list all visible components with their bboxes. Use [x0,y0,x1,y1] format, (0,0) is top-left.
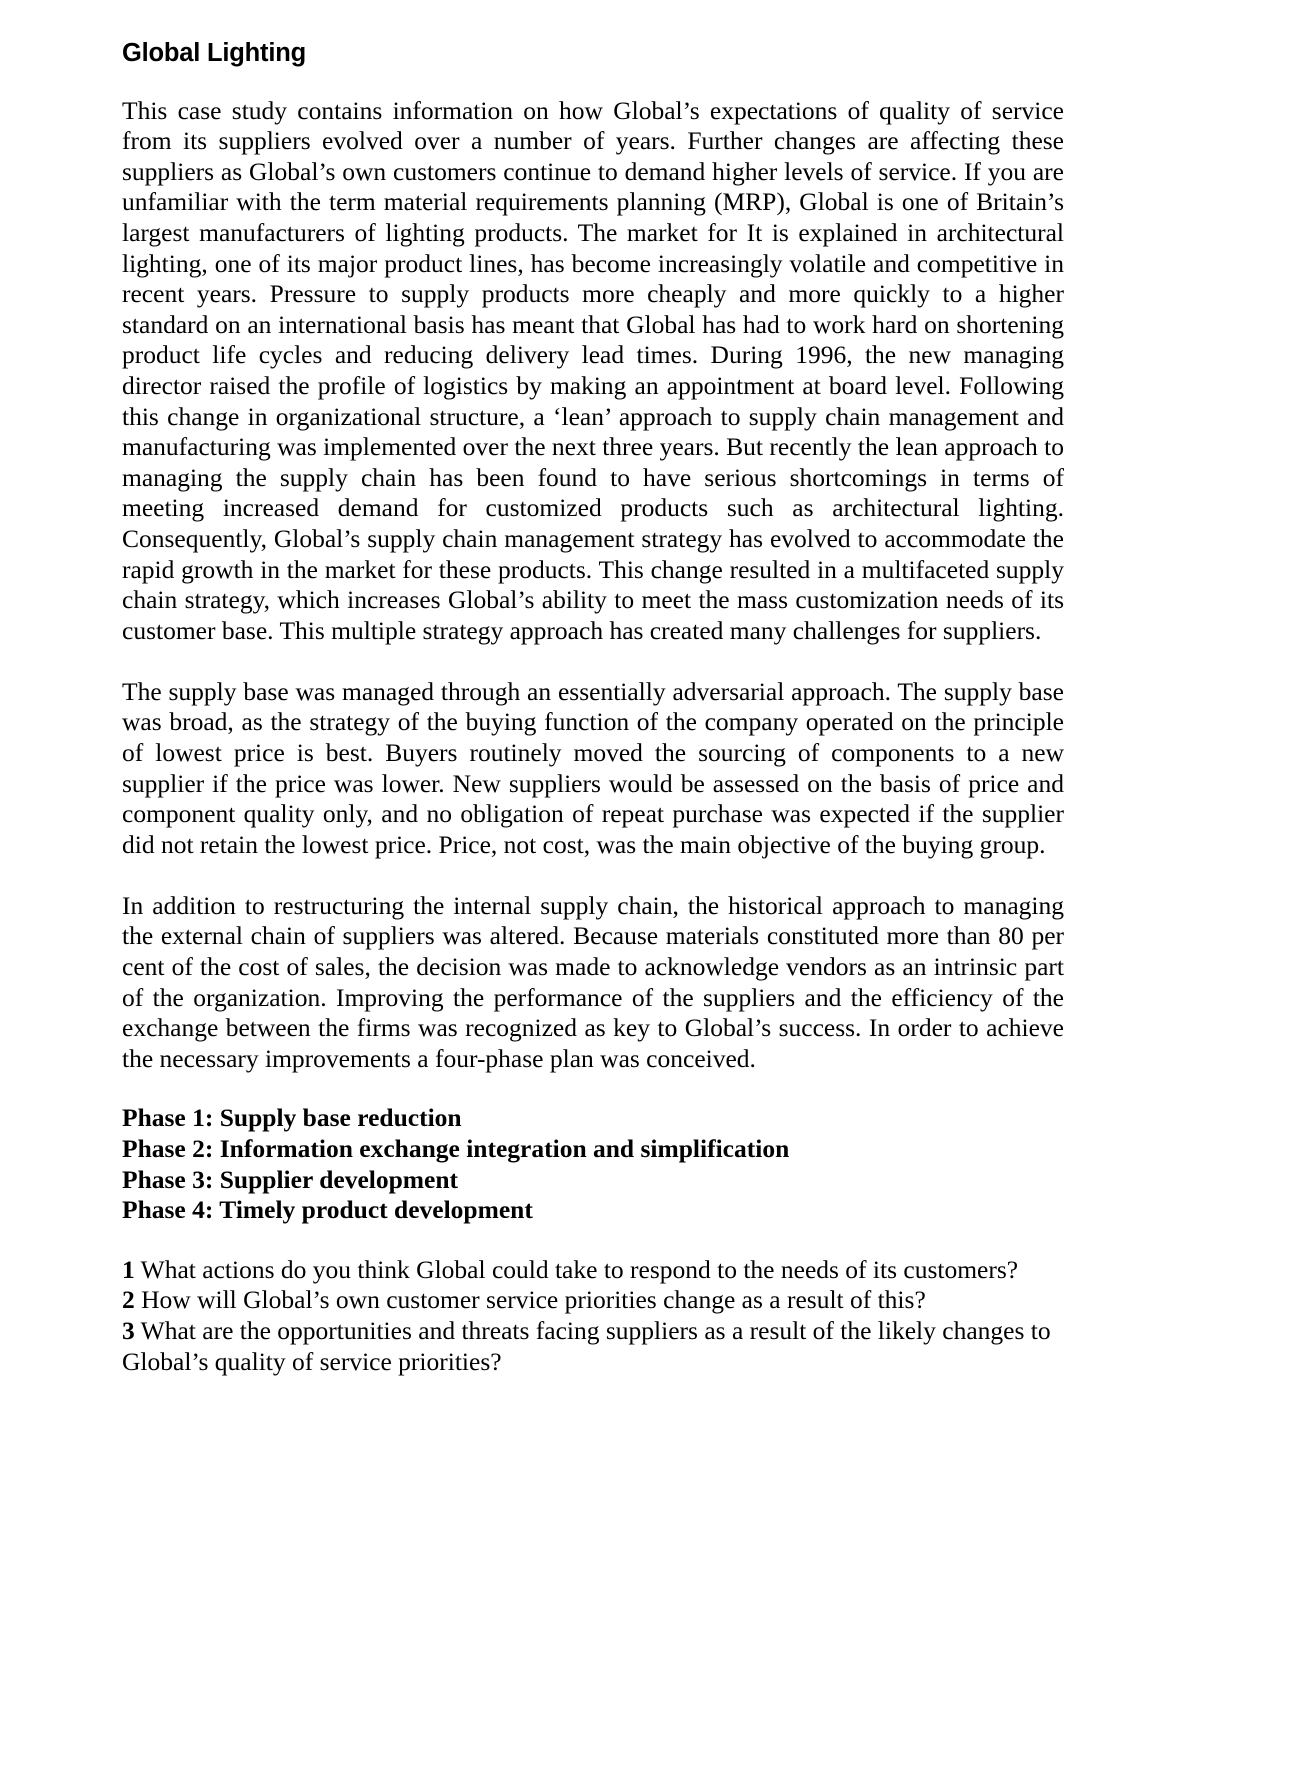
question-text-1: What actions do you think Global could take to respond to the needs of its customers? [140,1254,1019,1284]
question-text-2: How will Global’s own customer service priorities change as a result of this? [141,1285,926,1315]
question-item-3 [122,1316,1064,1377]
document-body [122,96,1064,1075]
phase-item-4: Phase 4: Timely product development [122,1195,533,1225]
phase-item-1: Phase 1: Supply base reduction [122,1103,462,1133]
discussion-questions-list [122,1255,1064,1377]
phase-item-2: Phase 2: Information exchange integration and simplification [122,1134,790,1163]
question-number-3: 3 [122,1315,135,1345]
page-title: Global Lighting [122,39,306,67]
paragraph-supply-base: The supply base was managed through an essentially adversarial approach. The supply base was broad, as the strategy of the buying function of the company operated on the principle of lowest price is best. Buyers routinely moved the sourcing of components to a new supplier if the price was lower. New suppliers would be assessed on the basis of price and component quality only, and no obligation of repeat purchase was expected if the supplier did not retain the lowest price. Price, not cost, was the main objective of the buying group. [122,676,1064,859]
phase-plan-list [122,1103,1064,1225]
phase-item-3: Phase 3: Supplier development [122,1164,459,1194]
question-item-2 [122,1285,1064,1316]
question-text-3: What are the opportunities and threats facing suppliers as a result of the likely changes to Global’s quality of service priorities? [122,1315,1051,1376]
paragraph-intro: This case study contains information on how Global’s expectations of quality of service from its suppliers evolved over a number of years. Further changes are affecting these suppliers as Global’s own customers continue to demand higher levels of service. If you are unfamiliar with the term material requirements planning (MRP), Global is one of Britain’s largest manufacturers of lighting products. The market for It is explained in architectural lighting, one of its major product lines, has become increasingly volatile and competitive in recent years. Pressure to supply products more cheaply and more quickly to a higher standard on an international basis has meant that Global has had to work hard on shortening product life cycles and reducing delivery lead times. During 1996, the new managing director raised the profile of logistics by making an appointment at board level. Following this change in organizational structure, a ‘lean’ approach to supply chain management and manufacturing was implemented over the next three years. But recently the lean approach to managing the supply chain has been found to have serious shortcomings in terms of meeting increased demand for customized products such as architectural lighting. Consequently, Global’s supply chain management strategy has evolved to accommodate the rapid growth in the market for these products. This change resulted in a multifaceted supply chain strategy, which increases Global’s ability to meet the mass customization needs of its customer base. This multiple strategy approach has created many challenges for suppliers. [122,95,1064,645]
paragraph-external-chain: In addition to restructuring the internal supply chain, the historical approach to managing the external chain of suppliers was altered. Because materials constituted more than 80 per cent of the cost of sales, the decision was made to acknowledge vendors as an intrinsic part of the organization. Improving the performance of the suppliers and the efficiency of the exchange between the firms was recognized as key to Global’s success. In order to achieve the necessary improvements a four-phase plan was conceived. [122,890,1064,1073]
question-number-1: 1 [122,1254,135,1284]
question-number-2: 2 [122,1285,135,1315]
question-item-1 [122,1255,1064,1286]
